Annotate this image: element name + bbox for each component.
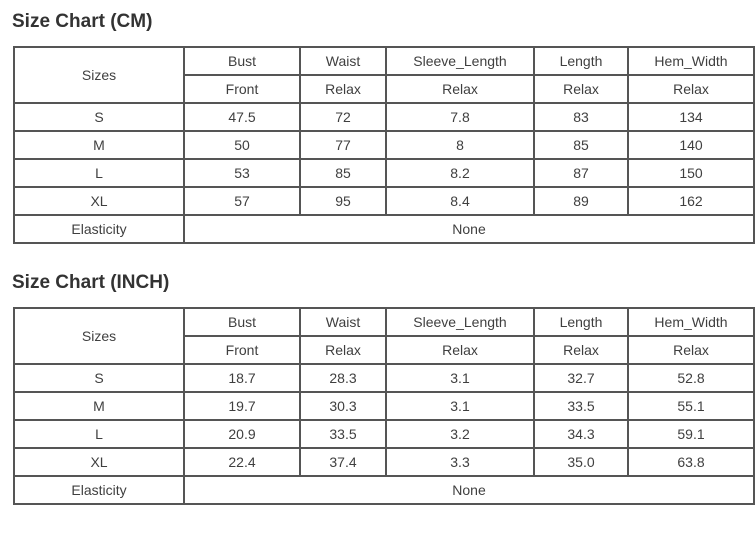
bust-value-cell: 57 [184,187,300,215]
hem-width-value-cell: 59.1 [628,420,754,448]
hem-width-value-cell: 55.1 [628,392,754,420]
waist-header-cell: Waist [300,47,386,75]
waist-value-cell: 95 [300,187,386,215]
length-value-cell: 33.5 [534,392,628,420]
length-subheader-cell: Relax [534,75,628,103]
length-header-cell: Length [534,308,628,336]
table-row [14,392,754,420]
length-value-cell: 32.7 [534,364,628,392]
size-chart-cm-table [13,46,755,244]
hem-width-value-cell: 150 [628,159,754,187]
bust-value-cell: 19.7 [184,392,300,420]
elasticity-value-cell: None [184,476,754,504]
sleeve-length-value-cell: 3.2 [386,420,534,448]
sleeve-length-value-cell: 3.1 [386,392,534,420]
waist-header-cell: Waist [300,308,386,336]
sleeve-length-value-cell: 8.2 [386,159,534,187]
header-row [14,308,754,336]
sizes-header-cell: Sizes [14,308,184,364]
length-header-cell: Length [534,47,628,75]
length-subheader-cell: Relax [534,336,628,364]
header-row [14,47,754,75]
waist-value-cell: 30.3 [300,392,386,420]
size-cell: XL [14,187,184,215]
sleeve-length-subheader-cell: Relax [386,336,534,364]
hem-width-value-cell: 140 [628,131,754,159]
hem-width-subheader-cell: Relax [628,75,754,103]
table-row [14,364,754,392]
elasticity-row [14,476,754,504]
sleeve-length-subheader-cell: Relax [386,75,534,103]
bust-value-cell: 22.4 [184,448,300,476]
table-row [14,103,754,131]
sleeve-length-value-cell: 8 [386,131,534,159]
sleeve-length-value-cell: 3.3 [386,448,534,476]
bust-value-cell: 18.7 [184,364,300,392]
sizes-header-cell: Sizes [14,47,184,103]
hem-width-header-cell: Hem_Width [628,47,754,75]
elasticity-label-cell: Elasticity [14,215,184,243]
hem-width-subheader-cell: Relax [628,336,754,364]
table-row [14,448,754,476]
hem-width-value-cell: 134 [628,103,754,131]
length-value-cell: 89 [534,187,628,215]
hem-width-value-cell: 63.8 [628,448,754,476]
size-cell: L [14,420,184,448]
table-row [14,131,754,159]
bust-value-cell: 47.5 [184,103,300,131]
table-row [14,187,754,215]
bust-value-cell: 20.9 [184,420,300,448]
length-value-cell: 85 [534,131,628,159]
size-cell: L [14,159,184,187]
bust-header-cell: Bust [184,308,300,336]
hem-width-header-cell: Hem_Width [628,308,754,336]
hem-width-value-cell: 162 [628,187,754,215]
length-value-cell: 35.0 [534,448,628,476]
waist-value-cell: 85 [300,159,386,187]
bust-subheader-cell: Front [184,75,300,103]
waist-value-cell: 33.5 [300,420,386,448]
length-value-cell: 34.3 [534,420,628,448]
table-row [14,420,754,448]
waist-value-cell: 72 [300,103,386,131]
length-value-cell: 83 [534,103,628,131]
waist-subheader-cell: Relax [300,336,386,364]
length-value-cell: 87 [534,159,628,187]
size-chart-inch-title: Size Chart (INCH) [12,272,170,293]
sleeve-length-value-cell: 3.1 [386,364,534,392]
sleeve-length-value-cell: 7.8 [386,103,534,131]
sleeve-length-value-cell: 8.4 [386,187,534,215]
size-cell: M [14,392,184,420]
waist-subheader-cell: Relax [300,75,386,103]
size-cell: M [14,131,184,159]
bust-subheader-cell: Front [184,336,300,364]
size-cell: XL [14,448,184,476]
size-chart-cm-title: Size Chart (CM) [12,11,153,32]
waist-value-cell: 37.4 [300,448,386,476]
waist-value-cell: 77 [300,131,386,159]
elasticity-row [14,215,754,243]
elasticity-label-cell: Elasticity [14,476,184,504]
elasticity-value-cell: None [184,215,754,243]
hem-width-value-cell: 52.8 [628,364,754,392]
table-row [14,159,754,187]
sleeve-length-header-cell: Sleeve_Length [386,308,534,336]
waist-value-cell: 28.3 [300,364,386,392]
size-chart-inch-table [13,307,755,505]
bust-value-cell: 50 [184,131,300,159]
size-cell: S [14,103,184,131]
size-cell: S [14,364,184,392]
bust-header-cell: Bust [184,47,300,75]
bust-value-cell: 53 [184,159,300,187]
sleeve-length-header-cell: Sleeve_Length [386,47,534,75]
